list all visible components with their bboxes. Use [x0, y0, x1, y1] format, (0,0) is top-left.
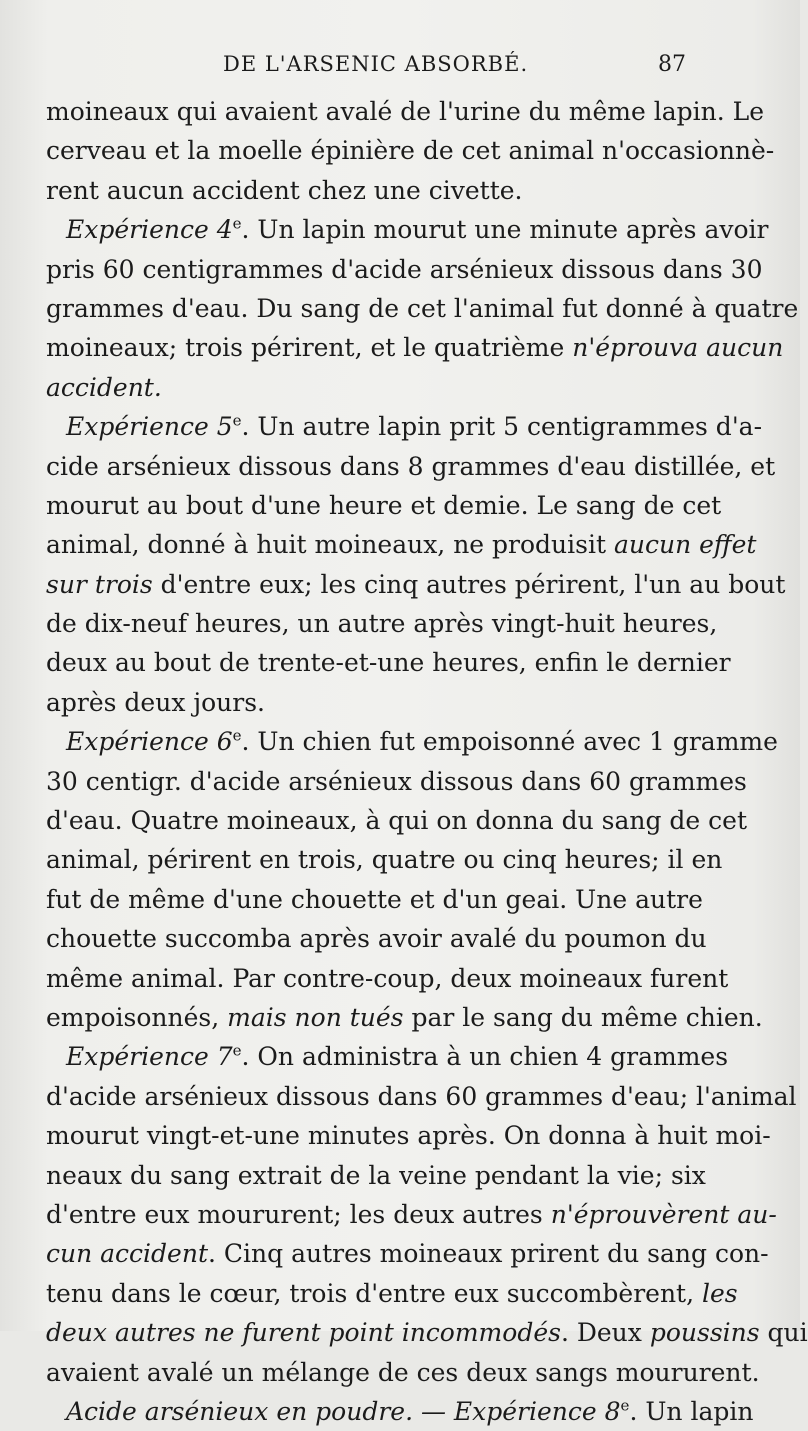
- text-span: cerveau et la moelle épinière de cet animal n'occasionnè-: [46, 136, 775, 166]
- text-span: e: [232, 214, 242, 233]
- page-number: 87: [658, 52, 686, 77]
- text-line: [46, 919, 707, 958]
- text-line: [46, 289, 799, 328]
- text-span: animal, donné à huit moineaux, ne produisit: [46, 530, 614, 560]
- text-span: sur trois: [46, 569, 153, 599]
- text-line: [46, 840, 723, 879]
- text-span: deux au bout de trente-et-une heures, enfin le dernier: [46, 648, 731, 678]
- text-span: pris 60 centigrammes d'acide arsénieux dissous dans 30: [46, 254, 763, 284]
- text-span: les: [701, 1278, 738, 1308]
- text-line: [46, 131, 775, 170]
- text-line: [46, 1077, 797, 1116]
- text-span: Acide arsénieux en poudre. — Expérience 8: [66, 1396, 621, 1426]
- text-span: mais non tués: [227, 1002, 404, 1032]
- text-span: moineaux qui avaient avalé de l'urine du même lapin. Le: [46, 97, 765, 126]
- text-line: [46, 643, 731, 682]
- text-span: cide arsénieux dissous dans 8 grammes d'eau distillée, et: [46, 451, 776, 481]
- text-span: grammes d'eau. Du sang de cet l'animal fut donné à quatre: [46, 293, 799, 323]
- text-line: [46, 1116, 771, 1155]
- text-line: [46, 210, 769, 249]
- text-span: . Un autre lapin prit 5 centigrammes d'a-: [241, 412, 763, 442]
- text-line: [46, 1274, 738, 1313]
- text-span: deux autres ne furent point incommodés: [46, 1318, 561, 1348]
- text-line: [46, 959, 729, 998]
- text-span: de dix-neuf heures, un autre après vingt-huit heures,: [46, 609, 718, 639]
- text-span: mourut au bout d'une heure et demie. Le sang de cet: [46, 490, 722, 520]
- text-span: . Deux: [560, 1318, 650, 1348]
- text-line: [46, 1037, 729, 1076]
- text-line: [46, 801, 747, 840]
- text-span: . Un lapin mourut une minute après avoir: [241, 215, 769, 245]
- text-line: [46, 1353, 760, 1392]
- text-span: qui: [759, 1318, 808, 1348]
- text-line: [46, 604, 718, 643]
- text-line: [46, 250, 763, 289]
- text-line: [46, 762, 747, 801]
- text-line: [46, 998, 763, 1037]
- text-line: [46, 683, 686, 722]
- text-span: même animal. Par contre-coup, deux moineaux furent: [46, 963, 729, 993]
- text-line: [46, 92, 765, 131]
- text-line: [46, 1234, 769, 1273]
- text-span: Expérience 7: [66, 1042, 233, 1072]
- text-span: moineaux; trois périrent, et le quatrième: [46, 333, 573, 363]
- text-span: après deux jours.: [46, 687, 266, 717]
- text-line: [46, 447, 776, 486]
- text-span: Expérience 4: [66, 215, 233, 245]
- text-line: [46, 328, 784, 367]
- text-span: . Un lapin: [629, 1396, 754, 1426]
- running-title: DE L'ARSENIC ABSORBÉ.: [223, 52, 529, 76]
- text-line: [46, 1195, 777, 1234]
- text-line: [46, 722, 778, 761]
- text-span: . On administra à un chien 4 grammes: [241, 1042, 729, 1072]
- text-span: 30 centigr. d'acide arsénieux dissous dans 60 grammes: [46, 766, 747, 796]
- text-span: aucun effet: [613, 530, 757, 560]
- text-span: e: [620, 1396, 630, 1415]
- text-line: [46, 1392, 754, 1431]
- text-line: [46, 171, 686, 210]
- text-line: [46, 565, 786, 604]
- text-span: d'eau. Quatre moineaux, à qui on donna du sang de cet: [46, 806, 747, 836]
- text-span: n'éprouvèrent au-: [550, 1199, 777, 1229]
- text-span: . Un chien fut empoisonné avec 1 gramme: [241, 727, 778, 757]
- text-span: e: [232, 1042, 242, 1061]
- text-span: rent aucun accident chez une civette.: [46, 175, 523, 205]
- text-span: tenu dans le cœur, trois d'entre eux succombèrent,: [46, 1278, 702, 1308]
- text-span: poussins: [649, 1318, 760, 1348]
- text-line: [46, 1156, 706, 1195]
- text-span: d'acide arsénieux dissous dans 60 grammes d'eau; l'animal: [46, 1081, 797, 1111]
- text-span: accident.: [46, 372, 162, 402]
- text-span: mourut vingt-et-une minutes après. On donna à huit moi-: [46, 1121, 771, 1151]
- text-span: par le sang du même chien.: [403, 1002, 763, 1032]
- text-span: empoisonnés,: [46, 1002, 228, 1032]
- text-line: [46, 407, 763, 446]
- text-line: [46, 880, 703, 919]
- text-span: cun accident: [46, 1239, 208, 1269]
- text-span: fut de même d'une chouette et d'un geai. Une autre: [46, 884, 703, 914]
- text-span: Expérience 5: [66, 412, 233, 442]
- text-line: [46, 486, 722, 525]
- text-span: chouette succomba après avoir avalé du poumon du: [46, 924, 707, 954]
- text-span: Expérience 6: [66, 727, 233, 757]
- running-header: [48, 52, 686, 88]
- text-span: avaient avalé un mélange de ces deux sangs moururent.: [46, 1357, 760, 1387]
- text-span: d'entre eux moururent; les deux autres: [46, 1199, 551, 1229]
- body-text: [46, 92, 808, 1431]
- text-span: neaux du sang extrait de la veine pendant la vie; six: [46, 1160, 706, 1190]
- text-span: n'éprouva aucun: [572, 333, 784, 363]
- text-span: e: [232, 411, 242, 430]
- text-span: d'entre eux; les cinq autres périrent, l'un au bout: [152, 569, 786, 599]
- text-span: e: [232, 726, 242, 745]
- text-line: [46, 1313, 808, 1352]
- text-line: [46, 525, 757, 564]
- text-span: animal, périrent en trois, quatre ou cinq heures; il en: [46, 845, 723, 875]
- text-line: [46, 368, 686, 407]
- text-span: . Cinq autres moineaux prirent du sang con-: [208, 1239, 769, 1269]
